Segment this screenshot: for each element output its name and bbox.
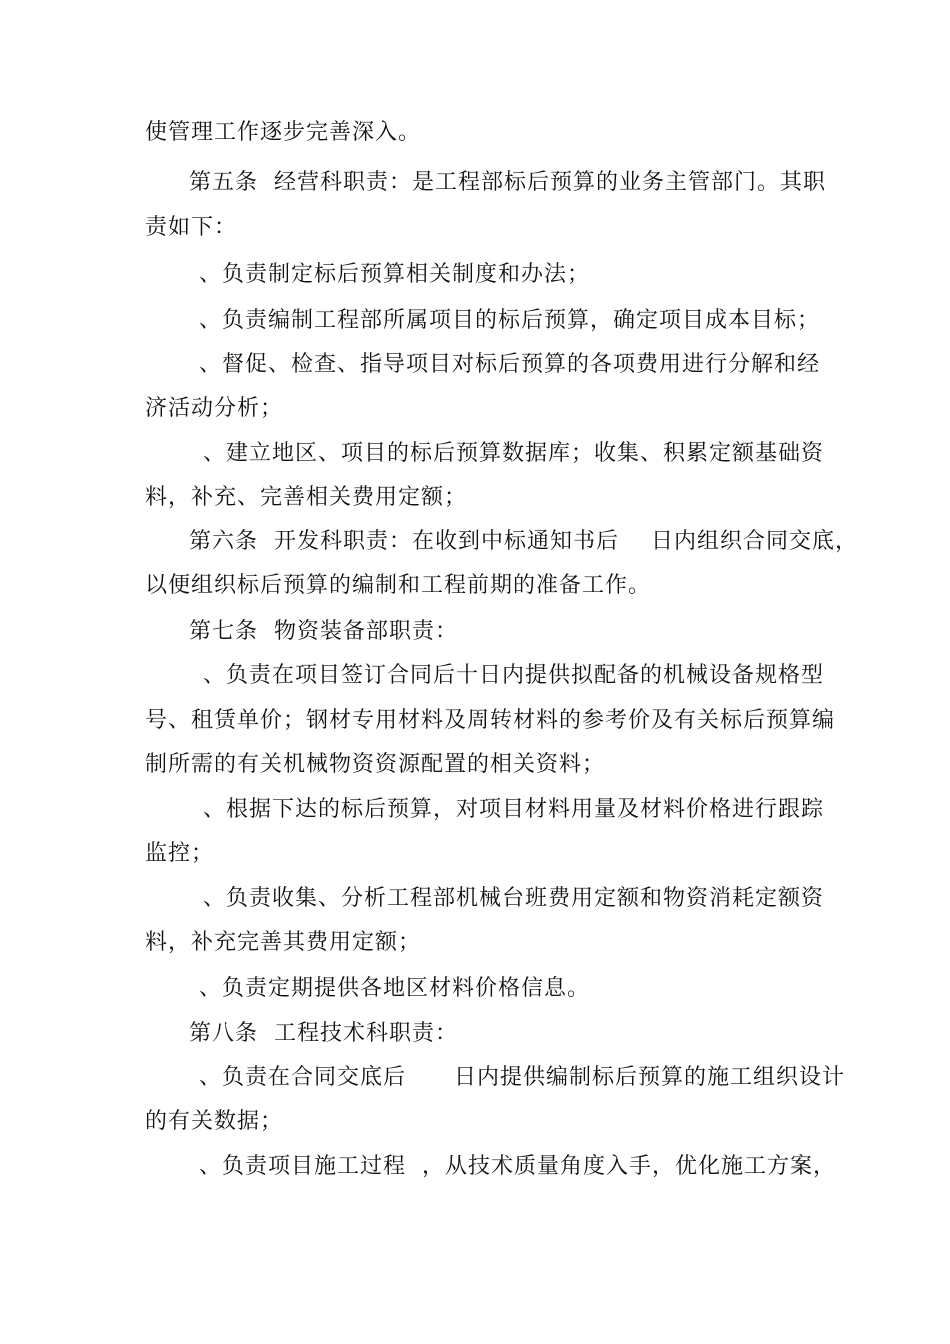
list-item-line: 、负责项目施工过程 ，从技术质量角度入手，优化施工方案， xyxy=(199,1154,836,1179)
list-item-line: 、负责在项目签订合同后十日内提供拟配备的机械设备规格型 xyxy=(203,663,825,688)
list-item-line: 、督促、检查、指导项目对标后预算的各项费用进行分解和经 xyxy=(199,352,821,377)
paragraph-line: 料，补充、完善相关费用定额； xyxy=(145,485,468,510)
article-5-heading-line: 第五条 经营科职责：是工程部标后预算的业务主管部门。其职 xyxy=(189,170,826,195)
list-item-line: 、负责在合同交底后 日内提供编制标后预算的施工组织设计 xyxy=(199,1065,845,1090)
paragraph-line: 济活动分析； xyxy=(145,396,284,421)
paragraph-line: 以便组织标后预算的编制和工程前期的准备工作。 xyxy=(145,573,652,598)
paragraph-line: 制所需的有关机械物资资源配置的相关资料； xyxy=(145,752,606,777)
list-item-line: 、负责编制工程部所属项目的标后预算，确定项目成本目标； xyxy=(199,308,821,333)
list-item-line: 、负责定期提供各地区材料价格信息。 xyxy=(199,976,591,1001)
paragraph-line: 监控； xyxy=(145,841,215,866)
list-item-line: 、负责收集、分析工程部机械台班费用定额和物资消耗定额资 xyxy=(203,886,825,911)
paragraph-line: 号、租赁单价；钢材专用材料及周转材料的参考价及有关标后预算编 xyxy=(145,708,836,733)
article-7-heading-line: 第七条 物资装备部职责： xyxy=(189,619,458,644)
paragraph-line: 料，补充完善其费用定额； xyxy=(145,930,422,955)
list-item-line: 、建立地区、项目的标后预算数据库；收集、积累定额基础资 xyxy=(203,441,825,466)
article-8-heading-line: 第八条 工程技术科职责： xyxy=(189,1021,458,1046)
paragraph-line: 的有关数据； xyxy=(145,1109,284,1134)
list-item-line: 、根据下达的标后预算，对项目材料用量及材料价格进行跟踪 xyxy=(203,797,825,822)
paragraph-line: 使管理工作逐步完善深入。 xyxy=(145,120,422,145)
article-6-heading-line: 第六条 开发科职责：在收到中标通知书后 日内组织合同交底， xyxy=(189,529,858,554)
paragraph-line: 责如下： xyxy=(145,215,238,240)
list-item-line: 、负责制定标后预算相关制度和办法； xyxy=(199,262,591,287)
